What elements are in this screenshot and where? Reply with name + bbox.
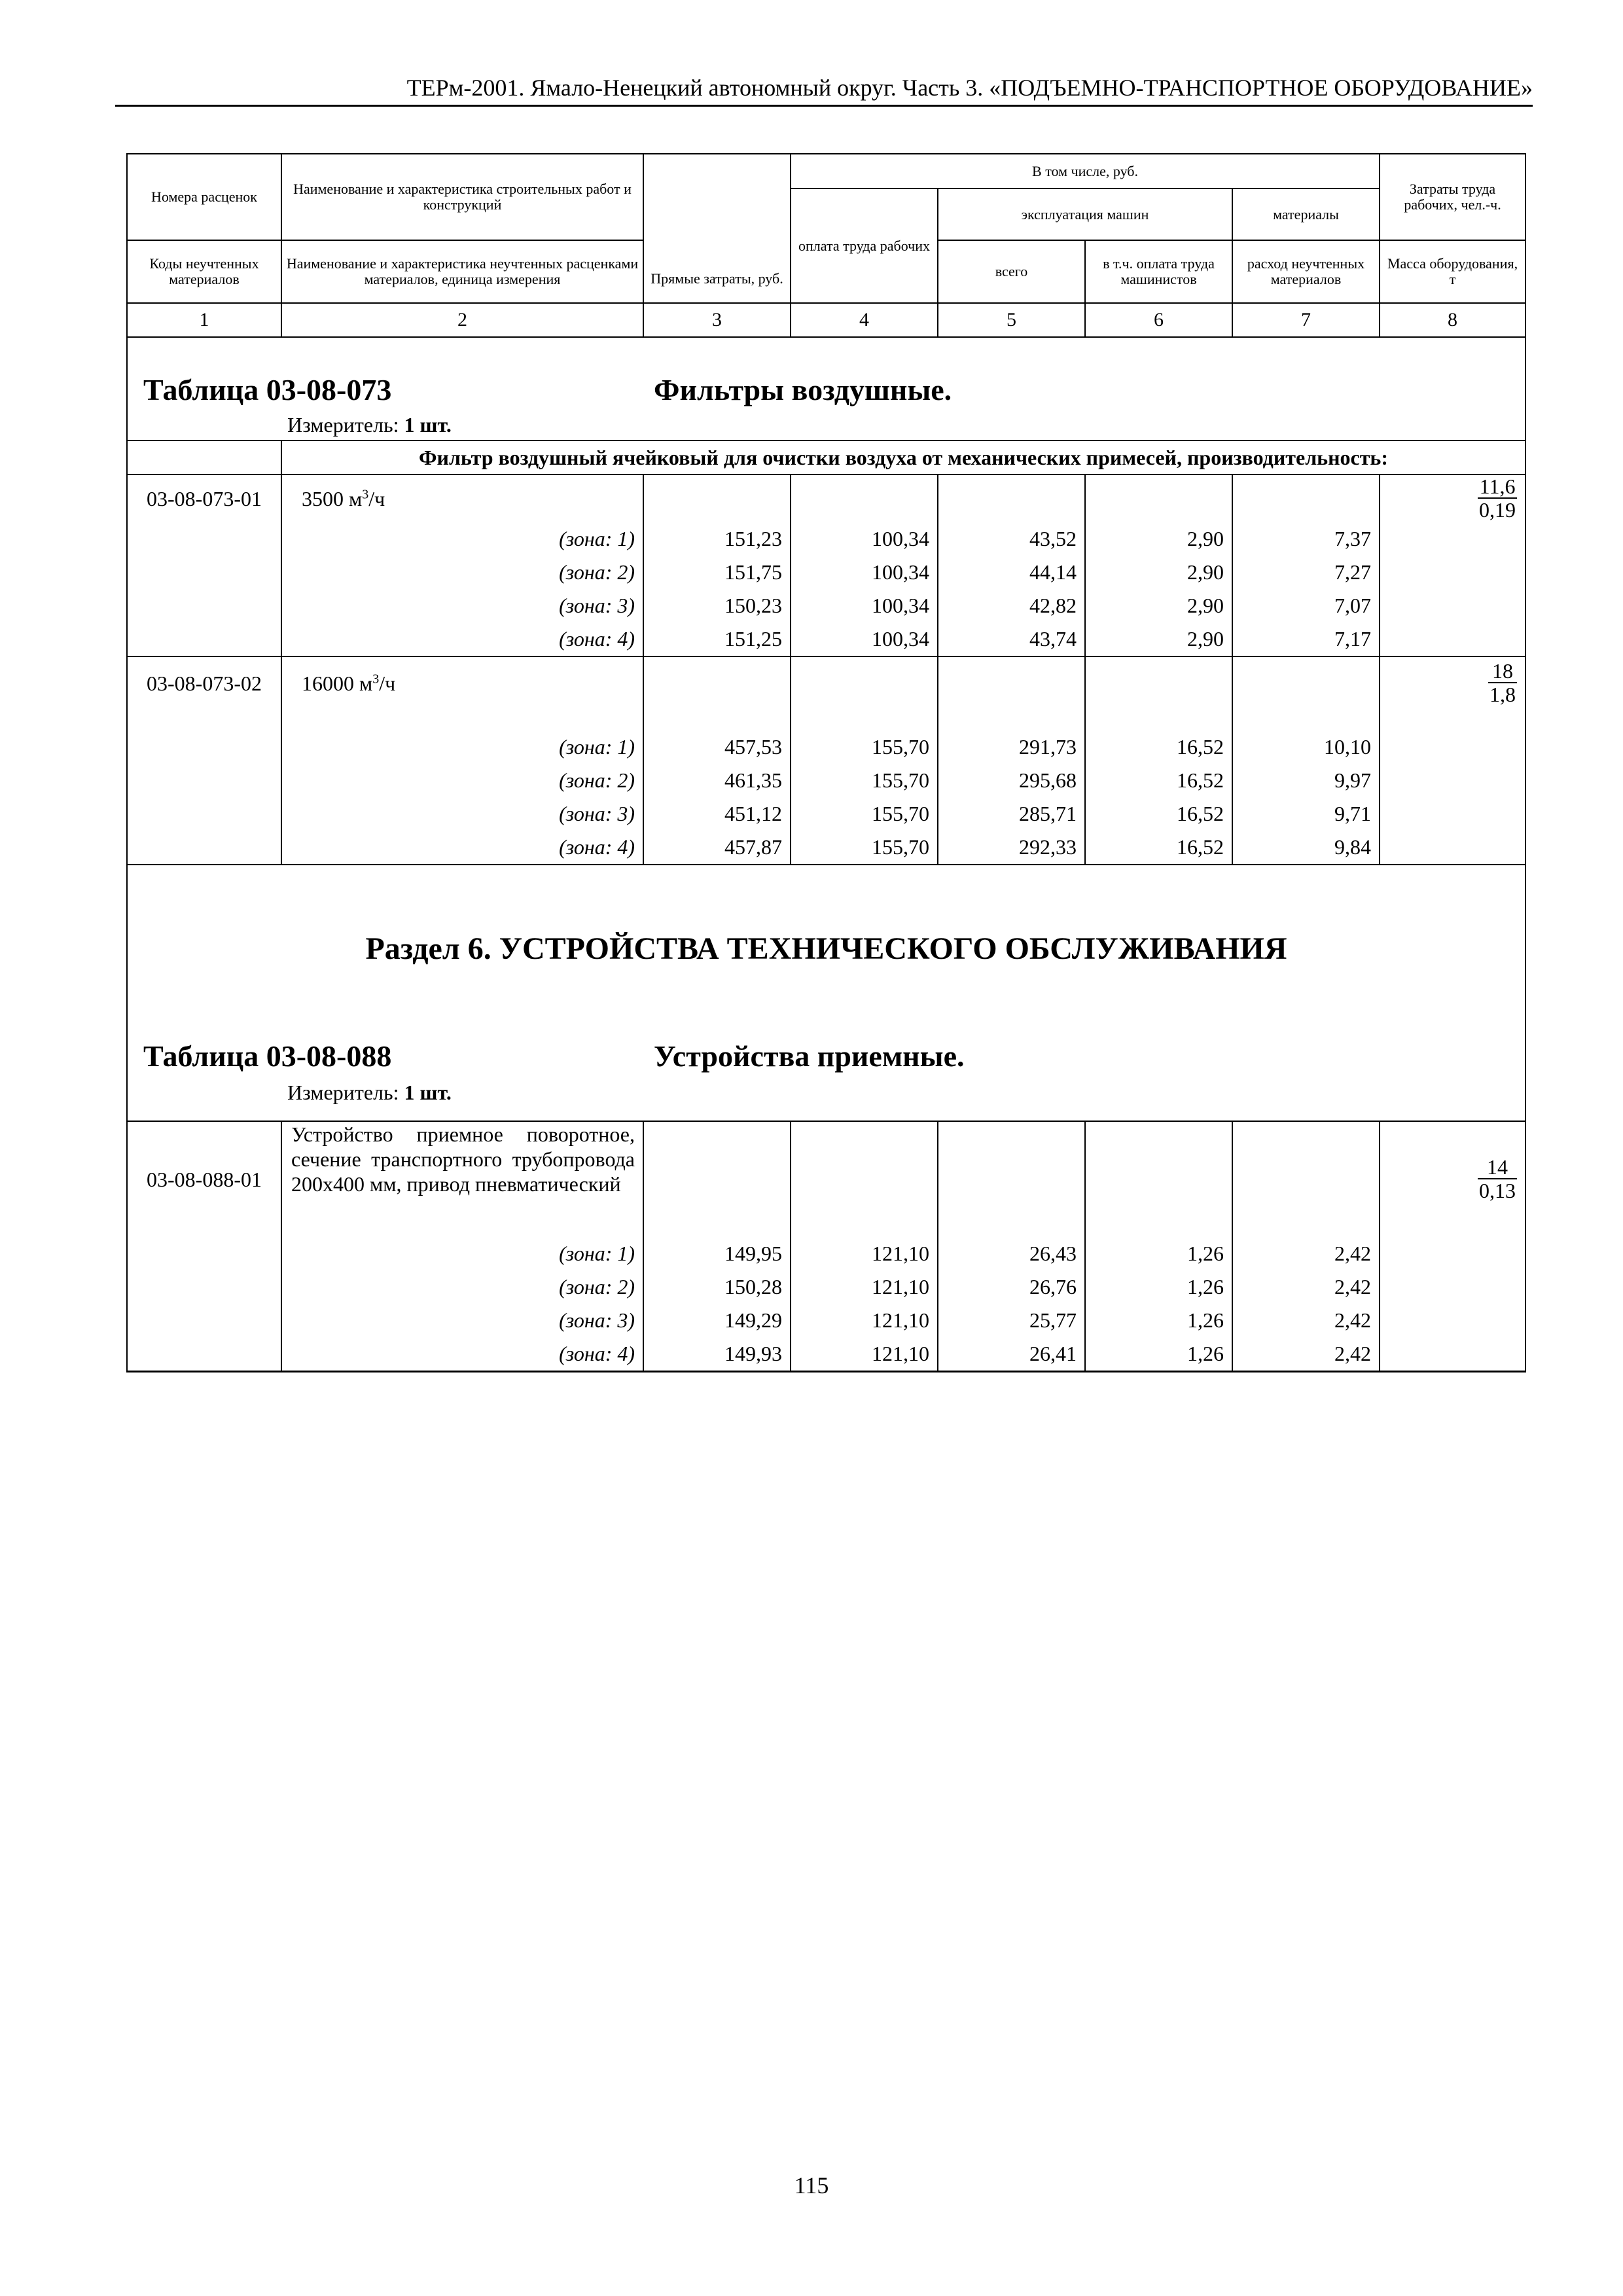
operators-cost: 2,90 <box>1085 589 1232 622</box>
operators-cost: 2,90 <box>1085 622 1232 656</box>
operators-cost: 1,26 <box>1085 1337 1232 1372</box>
col1-subheader: Коды неучтенных материалов <box>127 240 281 303</box>
rates-table <box>126 153 1526 1372</box>
work-name: 3500 $м^3/ч$ <box>281 475 643 522</box>
col4-header: оплата труда рабочих <box>791 188 938 303</box>
section-title: Раздел 6. УСТРОЙСТВА ТЕХНИЧЕСКОГО ОБСЛУЖИВАНИЯ <box>365 931 1287 966</box>
group-header: В том числе, руб. <box>791 154 1380 188</box>
wages-cost: 121,10 <box>791 1337 938 1372</box>
wages-cost: 121,10 <box>791 1237 938 1270</box>
running-header: ТЕРм-2001. Ямало-Ненецкий автономный округ. Часть 3. «ПОДЪЕМНО-ТРАНСПОРТНОЕ ОБОРУДОВАНИЕ» <box>406 75 1533 101</box>
col5-header: всего <box>938 240 1085 303</box>
col1-header: Номера расценок <box>127 154 281 240</box>
col-number: 7 <box>1232 303 1380 337</box>
col-number: 4 <box>791 303 938 337</box>
machines-cost: 295,68 <box>938 764 1085 797</box>
wages-cost: 121,10 <box>791 1304 938 1337</box>
direct-cost: 451,12 <box>643 797 791 831</box>
machines-cost: 26,76 <box>938 1270 1085 1304</box>
wages-cost: 100,34 <box>791 522 938 556</box>
wages-cost: 100,34 <box>791 622 938 656</box>
work-name: 16000 $м^3/ч$ <box>281 656 643 730</box>
materials-cost: 2,42 <box>1232 1337 1380 1372</box>
zone-label: (зона: 2) <box>281 1270 643 1304</box>
materials-cost: 2,42 <box>1232 1237 1380 1270</box>
direct-cost: 461,35 <box>643 764 791 797</box>
labor-hours: 18 <box>1488 660 1517 683</box>
direct-cost: 457,87 <box>643 831 791 865</box>
direct-cost: 149,29 <box>643 1304 791 1337</box>
materials-cost: 7,17 <box>1232 622 1380 656</box>
operators-cost: 2,90 <box>1085 522 1232 556</box>
zone-label: (зона: 3) <box>281 1304 643 1337</box>
group-title: Фильтр воздушный ячейковый для очистки воздуха от механических примесей, производительность: <box>281 440 1525 475</box>
labor-hours: 14 <box>1478 1156 1517 1179</box>
wages-cost: 100,34 <box>791 589 938 622</box>
col-number: 6 <box>1085 303 1232 337</box>
operators-cost: 1,26 <box>1085 1304 1232 1337</box>
materials-cost: 2,42 <box>1232 1270 1380 1304</box>
direct-cost: 149,95 <box>643 1237 791 1270</box>
zone-label: (зона: 3) <box>281 797 643 831</box>
meter-value: 1 шт. <box>404 1081 452 1104</box>
equipment-mass: 1,8 <box>1489 683 1516 706</box>
materials-cost: 7,37 <box>1232 522 1380 556</box>
direct-cost: 151,23 <box>643 522 791 556</box>
materials-cost: 10,10 <box>1232 730 1380 764</box>
direct-cost: 151,75 <box>643 556 791 589</box>
meter-label: Измеритель: <box>287 1081 399 1104</box>
operators-cost: 16,52 <box>1085 831 1232 865</box>
meter-value: 1 шт. <box>404 413 452 437</box>
zone-label: (зона: 3) <box>281 589 643 622</box>
col-number: 2 <box>281 303 643 337</box>
labor-mass-fraction <box>1488 660 1517 706</box>
col2-subheader: Наименование и характеристика неучтенных расценками материалов, единица измерения <box>281 240 643 303</box>
zone-label: (зона: 2) <box>281 556 643 589</box>
wages-cost: 121,10 <box>791 1270 938 1304</box>
labor-mass-fraction <box>1478 475 1517 521</box>
operators-cost: 16,52 <box>1085 764 1232 797</box>
table-title: Фильтры воздушные. <box>654 373 952 406</box>
col2-header: Наименование и характеристика строительных работ и конструкций <box>281 154 643 240</box>
rate-code: 03-08-073-02 <box>127 656 281 730</box>
materials-header: материалы <box>1232 188 1380 240</box>
direct-cost: 149,93 <box>643 1337 791 1372</box>
col8-subheader: Масса оборудования, т <box>1380 240 1525 303</box>
materials-cost: 9,71 <box>1232 797 1380 831</box>
direct-cost: 457,53 <box>643 730 791 764</box>
direct-cost: 151,25 <box>643 622 791 656</box>
operators-cost: 16,52 <box>1085 797 1232 831</box>
meter-line <box>143 1081 1525 1105</box>
zone-label: (зона: 4) <box>281 1337 643 1372</box>
machines-cost: 42,82 <box>938 589 1085 622</box>
operators-cost: 1,26 <box>1085 1237 1232 1270</box>
page-number: 115 <box>794 2172 829 2198</box>
machines-header: эксплуатация машин <box>938 188 1232 240</box>
wages-cost: 100,34 <box>791 556 938 589</box>
col-number: 8 <box>1380 303 1525 337</box>
labor-mass-fraction <box>1478 1156 1517 1202</box>
wages-cost: 155,70 <box>791 730 938 764</box>
operators-cost: 16,52 <box>1085 730 1232 764</box>
zone-label: (зона: 1) <box>281 522 643 556</box>
machines-cost: 25,77 <box>938 1304 1085 1337</box>
zone-label: (зона: 4) <box>281 831 643 865</box>
direct-cost: 150,28 <box>643 1270 791 1304</box>
rate-code: 03-08-088-01 <box>127 1121 281 1237</box>
machines-cost: 44,14 <box>938 556 1085 589</box>
wages-cost: 155,70 <box>791 764 938 797</box>
table-title: Устройства приемные. <box>654 1039 965 1073</box>
direct-cost: 150,23 <box>643 589 791 622</box>
equipment-mass: 0,13 <box>1479 1179 1516 1202</box>
machines-cost: 43,52 <box>938 522 1085 556</box>
equipment-mass: 0,19 <box>1479 498 1516 522</box>
machines-cost: 285,71 <box>938 797 1085 831</box>
zone-label: (зона: 4) <box>281 622 643 656</box>
machines-cost: 26,43 <box>938 1237 1085 1270</box>
zone-label: (зона: 2) <box>281 764 643 797</box>
materials-cost: 9,97 <box>1232 764 1380 797</box>
materials-cost: 2,42 <box>1232 1304 1380 1337</box>
header-rule <box>115 105 1533 107</box>
col8-header: Затраты труда рабочих, чел.-ч. <box>1380 154 1525 240</box>
materials-cost: 7,07 <box>1232 589 1380 622</box>
col7-header: расход неучтенных материалов <box>1232 240 1380 303</box>
labor-hours: 11,6 <box>1478 475 1517 499</box>
machines-cost: 26,41 <box>938 1337 1085 1372</box>
machines-cost: 43,74 <box>938 622 1085 656</box>
table-number: Таблица 03-08-073 <box>143 373 392 406</box>
col-number: 3 <box>643 303 791 337</box>
rate-code: 03-08-073-01 <box>127 475 281 522</box>
table-number: Таблица 03-08-088 <box>143 1039 392 1073</box>
col6-header: в т.ч. оплата труда машинистов <box>1085 240 1232 303</box>
col-number: 1 <box>127 303 281 337</box>
work-name: Устройство приемное поворотное, сечение транспортного трубопровода 200х400 мм, привод пневматический <box>281 1121 643 1237</box>
zone-label: (зона: 1) <box>281 730 643 764</box>
machines-cost: 291,73 <box>938 730 1085 764</box>
zone-label: (зона: 1) <box>281 1237 643 1270</box>
meter-line <box>143 413 1525 437</box>
wages-cost: 155,70 <box>791 797 938 831</box>
materials-cost: 7,27 <box>1232 556 1380 589</box>
col-number: 5 <box>938 303 1085 337</box>
machines-cost: 292,33 <box>938 831 1085 865</box>
col3-header: Прямые затраты, руб. <box>643 154 791 303</box>
operators-cost: 2,90 <box>1085 556 1232 589</box>
wages-cost: 155,70 <box>791 831 938 865</box>
materials-cost: 9,84 <box>1232 831 1380 865</box>
operators-cost: 1,26 <box>1085 1270 1232 1304</box>
meter-label: Измеритель: <box>287 413 399 437</box>
